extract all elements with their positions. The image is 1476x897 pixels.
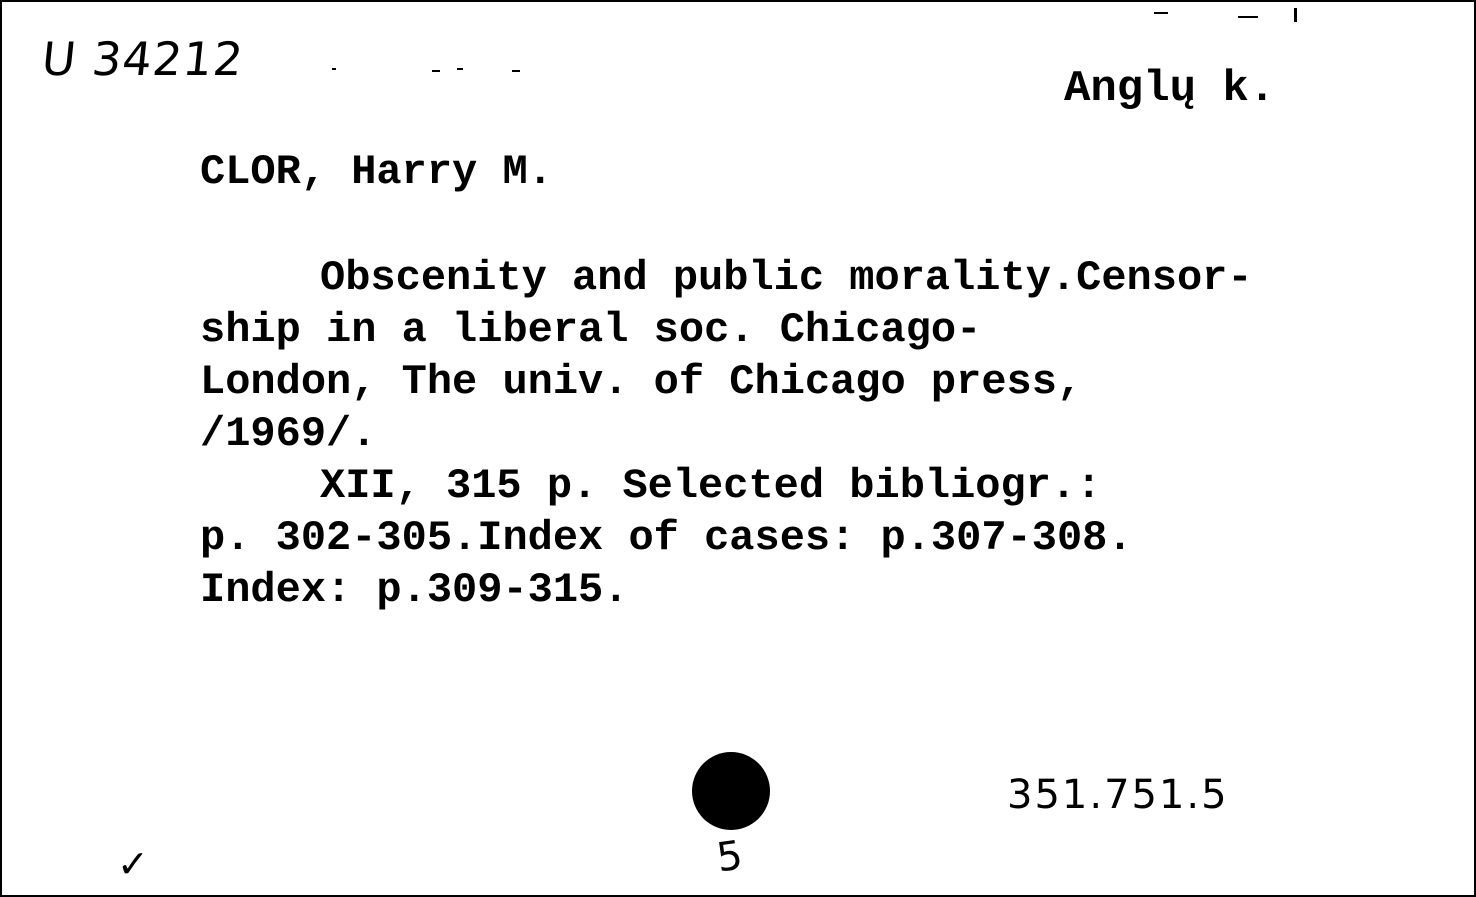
author-heading: CLOR, Harry M. bbox=[200, 148, 553, 196]
stray-mark bbox=[1238, 16, 1258, 18]
handwritten-mark: 5 bbox=[713, 832, 746, 882]
stray-mark bbox=[512, 70, 520, 72]
stray-mark bbox=[332, 68, 336, 70]
description-line: /1969/. bbox=[200, 410, 377, 458]
stray-mark bbox=[457, 68, 463, 70]
stray-mark bbox=[1294, 8, 1297, 22]
description-line: London, The univ. of Chicago press, bbox=[200, 358, 1083, 406]
description-line: ship in a liberal soc. Chicago- bbox=[200, 306, 982, 354]
stray-mark bbox=[1154, 12, 1168, 14]
description-line: Index: p.309-315. bbox=[200, 566, 629, 614]
classification-number: 351.751.5 bbox=[1007, 772, 1229, 818]
check-mark: ✓ bbox=[117, 842, 149, 886]
bibliographic-description bbox=[200, 252, 1253, 616]
language-note: Anglų k. bbox=[1064, 64, 1276, 114]
description-line: Obscenity and public morality.Censor- bbox=[320, 254, 1253, 302]
inventory-number: U 34212 bbox=[39, 32, 247, 86]
description-line: p. 302-305.Index of cases: p.307-308. bbox=[200, 514, 1133, 562]
stray-mark bbox=[432, 70, 440, 72]
description-line: XII, 315 p. Selected bibliogr.: bbox=[320, 462, 1102, 510]
punch-hole bbox=[692, 752, 770, 830]
